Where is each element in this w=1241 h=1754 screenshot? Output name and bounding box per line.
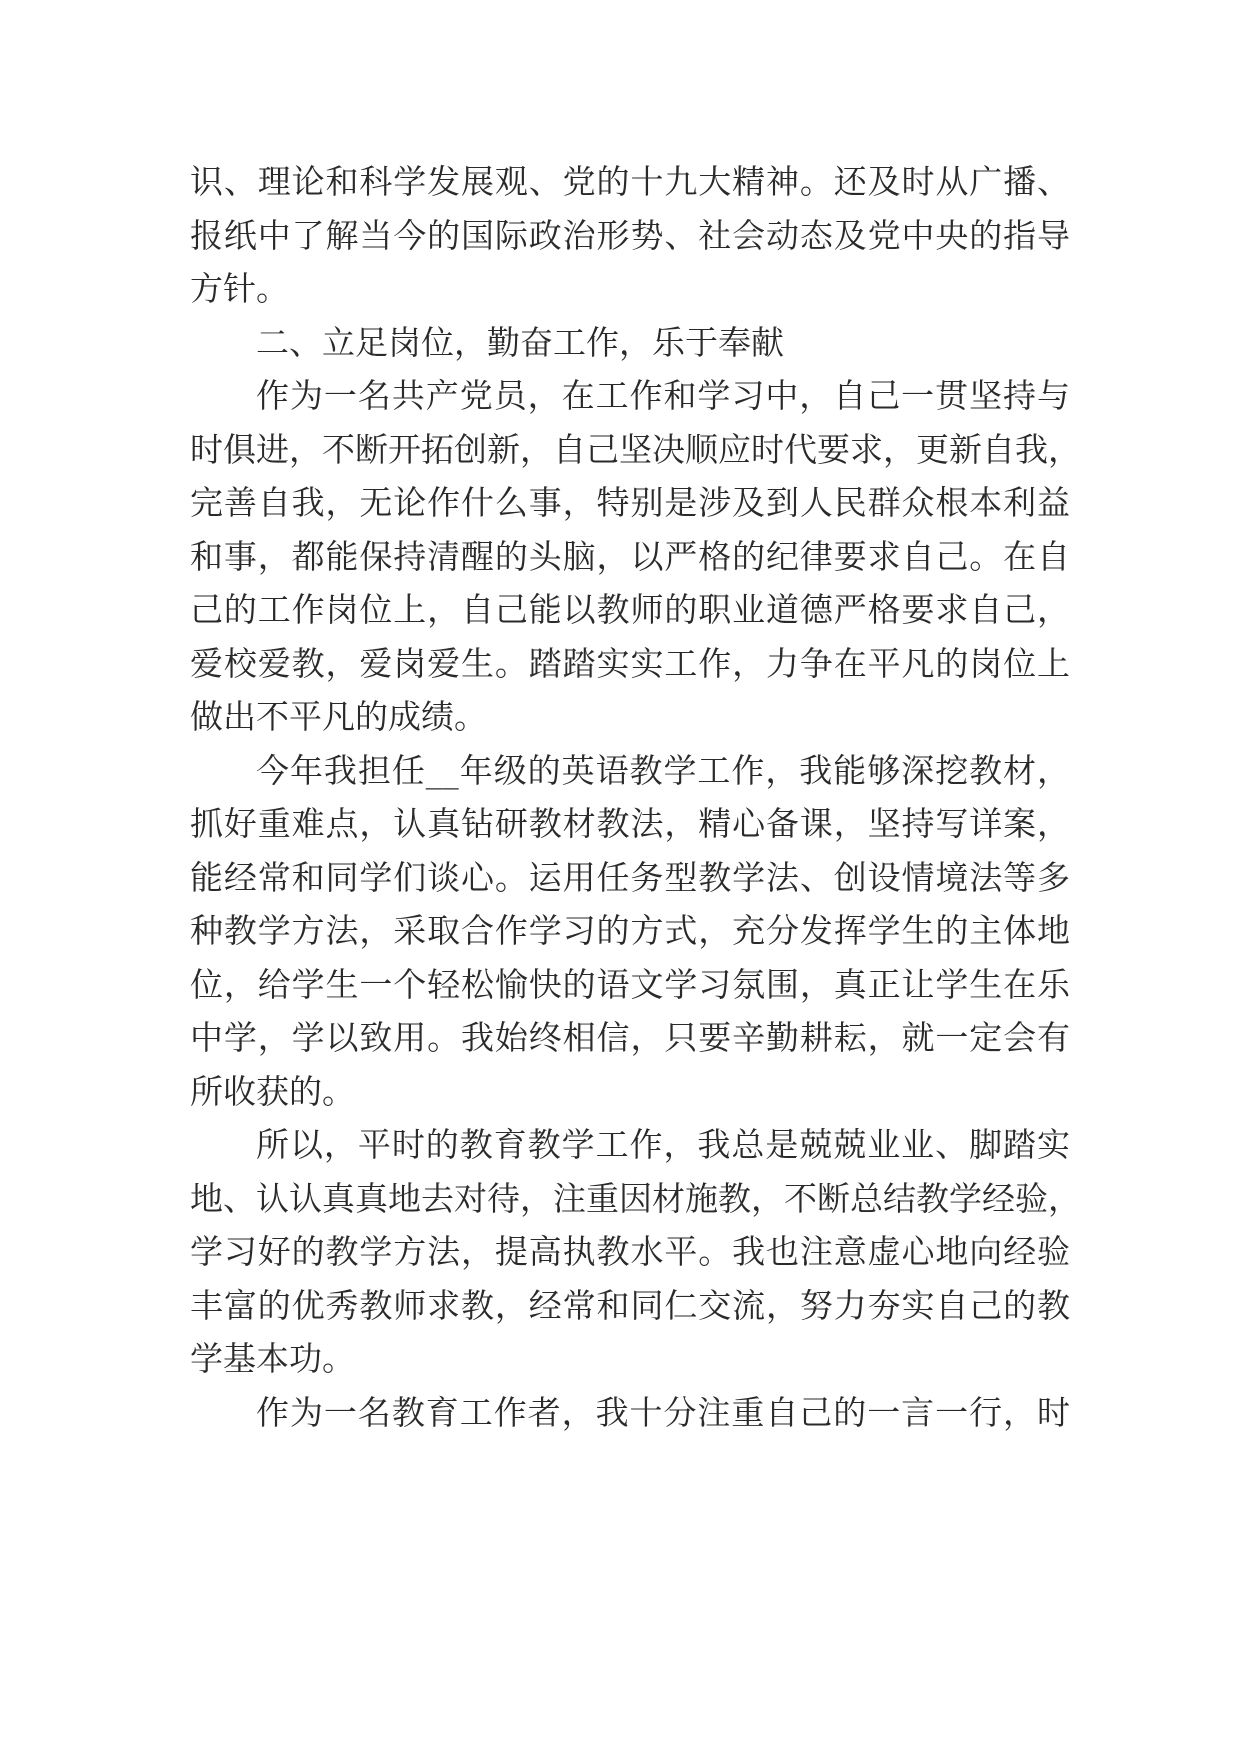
text-line: 完善自我，无论作什么事，特别是涉及到人民群众根本利益 — [190, 483, 1070, 522]
text-line: 做出不平凡的成绩。 — [190, 697, 487, 736]
text-line: 所以，平时的教育教学工作，我总是兢兢业业、脚踏实 — [256, 1125, 1070, 1164]
text-line: 时俱进，不断开拓创新，自己坚决顺应时代要求，更新自我， — [190, 429, 1081, 469]
text-line: 地、认认真真地去对待，注重因材施教，不断总结教学经验， — [190, 1178, 1081, 1218]
text-line: 己的工作岗位上，自己能以教师的职业道德严格要求自己， — [190, 590, 1070, 629]
text-line: 和事，都能保持清醒的头脑，以严格的纪律要求自己。在自 — [190, 536, 1070, 576]
text-line: 学习好的教学方法，提高执教水平。我也注意虚心地向经验 — [190, 1232, 1070, 1271]
text-line: 种教学方法，采取合作学习的方式，充分发挥学生的主体地 — [190, 911, 1070, 950]
text-line: 中学，学以致用。我始终相信，只要辛勤耕耘，就一定会有 — [190, 1018, 1070, 1057]
text-line: 方针。 — [190, 269, 289, 308]
text-line: 爱校爱教，爱岗爱生。踏踏实实工作，力争在平凡的岗位上 — [190, 643, 1070, 683]
document-body — [190, 155, 1081, 1439]
text-line: 作为一名教育工作者，我十分注重自己的一言一行，时 — [256, 1392, 1070, 1432]
text-line: 丰富的优秀教师求教，经常和同仁交流，努力夯实自己的教 — [190, 1285, 1070, 1325]
text-line: 学基本功。 — [190, 1339, 355, 1378]
text-line: 能经常和同学们谈心。运用任务型教学法、创设情境法等多 — [190, 857, 1070, 897]
text-line: 今年我担任__年级的英语教学工作，我能够深挖教材， — [256, 750, 1070, 790]
text-line: 位，给学生一个轻松愉快的语文学习氛围，真正让学生在乐 — [190, 964, 1070, 1004]
text-line: 报纸中了解当今的国际政治形势、社会动态及党中央的指导 — [190, 215, 1070, 255]
text-line: 抓好重难点，认真钻研教材教法，精心备课，坚持写详案， — [190, 804, 1070, 843]
text-line: 所收获的。 — [190, 1071, 355, 1111]
text-line: 识、理论和科学发展观、党的十九大精神。还及时从广播、 — [190, 162, 1070, 201]
text-line: 作为一名共产党员，在工作和学习中，自己一贯坚持与 — [256, 376, 1070, 415]
text-line: 二、立足岗位，勤奋工作，乐于奉献 — [256, 322, 784, 362]
